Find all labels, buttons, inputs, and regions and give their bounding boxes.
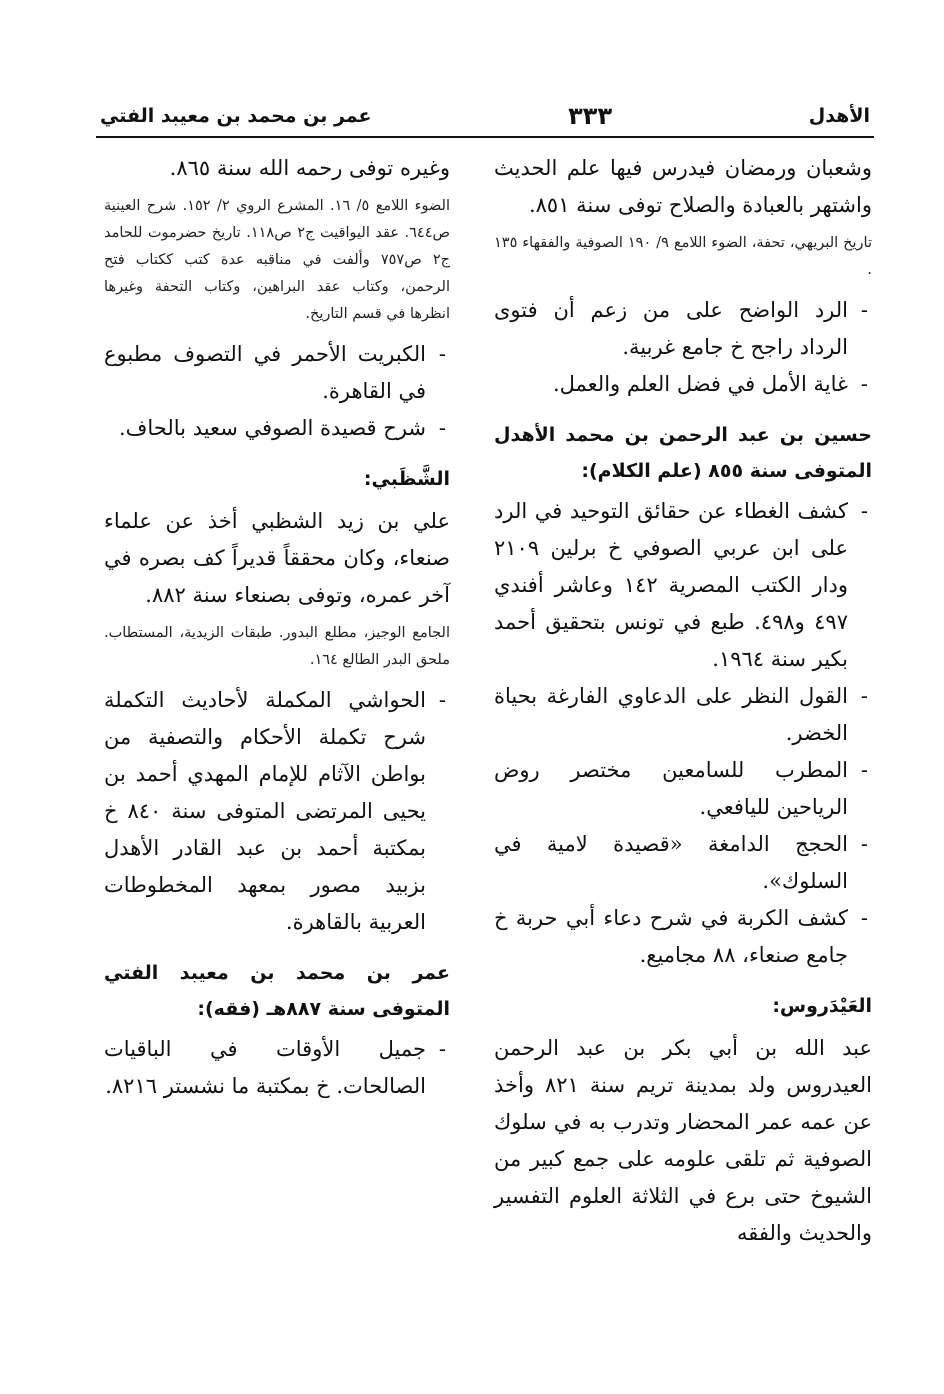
work-item: - كشف الكربة في شرح دعاء أبي حربة خ جامع صنعاء، ٨٨ مجاميع. xyxy=(494,900,872,974)
right-column xyxy=(494,150,872,1252)
work-item: - الكبريت الأحمر في التصوف مطبوع في القاهرة. xyxy=(104,336,450,410)
work-item: - الرد الواضح على من زعم أن فتوى الرداد راجح خ جامع غربية. xyxy=(494,292,872,366)
works-list xyxy=(104,1031,450,1105)
author-heading-omar: عمر بن محمد بن معيبد الفتي المتوفى سنة ٨٨٧هـ (فقه): xyxy=(104,962,450,1020)
entry-references: تاريخ البريهي، تحفة، الضوء اللامع ٩/ ١٩٠ الصوفية والفقهاء ١٣٥ . xyxy=(494,235,872,278)
entry-references: الجامع الوجيز، مطلع البدور. طبقات الزيدية، المستطاب. ملحق البدر الطالع ١٦٤. xyxy=(104,625,450,668)
section-heading-shazabi: الشَّظَبي: xyxy=(363,468,450,490)
running-head-left: عمر بن محمد بن معيبد الفتي xyxy=(100,105,372,127)
section-heading-aydarus: العَيْدَروس: xyxy=(772,995,872,1017)
works-list xyxy=(104,336,450,447)
running-head-right: الأهدل xyxy=(808,105,870,127)
work-item: - شرح قصيدة الصوفي سعيد بالحاف. xyxy=(104,410,450,447)
work-item: - القول النظر على الدعاوي الفارغة بحياة الخضر. xyxy=(494,678,872,752)
entry-references: الضوء اللامع ٥/ ١٦. المشرع الروي ٢/ ١٥٢. شرح العينية ص٦٤٤. عقد اليواقيت ج٢ ص١١٨. تاريخ حضرموت للحامد ج٢ ص٧٥٧ وألفت في مناقبه عدة كتب ككتاب فتح الرحمن، وكتاب عقد البراهين، وكتاب التحفة وغيرها انظرها في قسم التاريخ. xyxy=(104,198,451,322)
work-item: - الحواشي المكملة لأحاديث التكملة شرح تكملة الأحكام والتصفية من بواطن الآثام للإمام المهدي أحمد بن يحيى المرتضى المتوفى سنة ٨٤٠ خ بمكتبة أحمد بن عبد القادر الأهدل بزبيد مصور بمعهد المخطوطات العربية بالقاهرة. xyxy=(104,682,450,941)
entry-continuation-text: وشعبان ورمضان فيدرس فيها علم الحديث واشتهر بالعبادة والصلاح توفى سنة ٨٥١. xyxy=(494,156,872,217)
works-list xyxy=(104,682,450,941)
work-item: - غاية الأمل في فضل العلم والعمل. xyxy=(494,366,872,403)
work-item: - جميل الأوقات في الباقيات الصالحات. خ بمكتبة ما نشستر ٨٢١٦. xyxy=(104,1031,450,1105)
page-number: ٣٣٣ xyxy=(568,102,613,130)
author-heading-hussein: حسين بن عبد الرحمن بن محمد الأهدل المتوفى سنة ٨٥٥ (علم الكلام): xyxy=(494,424,872,482)
entry-text-shazabi: علي بن زيد الشظبي أخذ عن علماء صنعاء، وكان محققاً قديراً كف بصره في آخر عمره، وتوفى بصنعاء سنة ٨٨٢. xyxy=(104,509,450,607)
work-item: - المطرب للسامعين مختصر روض الرياحين لليافعي. xyxy=(494,752,872,826)
works-list xyxy=(494,493,872,974)
entry-continuation-text: وغيره توفى رحمه الله سنة ٨٦٥. xyxy=(169,156,450,180)
page-header xyxy=(100,96,870,136)
entry-text-aydarus: عبد الله بن أبي بكر بن عبد الرحمن العيدروس ولد بمدينة تريم سنة ٨٢١ وأخذ عن عمه عمر المحضار وتدرب به في سلوك الصوفية ثم تلقى علومه على جمع كبير من الشيوخ حتى برع في الثلاثة العلوم التفسير والحديث والفقه xyxy=(494,1036,872,1245)
left-column xyxy=(104,150,450,1105)
work-item: - الحجج الدامغة «قصيدة لامية في السلوك». xyxy=(494,826,872,900)
works-list xyxy=(494,292,872,403)
work-item: - كشف الغطاء عن حقائق التوحيد في الرد على ابن عربي الصوفي خ برلين ٢١٠٩ ودار الكتب المصرية ١٤٢ وعاشر أفندي ٤٩٧ و٤٩٨. طبع في تونس بتحقيق أحمد بكير سنة ١٩٦٤. xyxy=(494,493,872,678)
header-rule xyxy=(96,136,874,138)
